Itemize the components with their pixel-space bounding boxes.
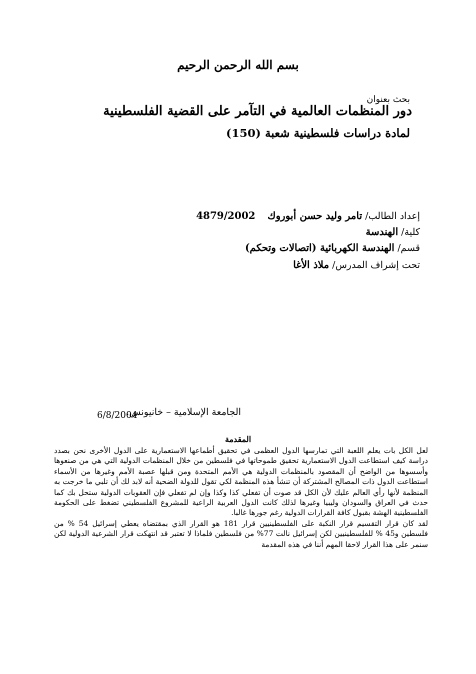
student-name: تامر وليد حسن أبوروك (267, 211, 363, 222)
college-value: الهندسة (365, 227, 399, 238)
document-date: 6/8/2004 (97, 411, 138, 421)
student-label: إعداد الطالب/ (365, 211, 420, 222)
department-value: الهندسة الكهربائية (اتصالات وتحكم) (244, 243, 395, 254)
introduction-paragraph: لقد كان قرار التقسيم قرار النكبة على الفلسطينيين قرار 181 هو القرار الذي بمقتضاه يعطي إسرائيل 54 % من فلسطين و45 % للفلسطينيين لكن إسرائيل نالت 77% من فلسطين فلماذا لا تعتبر قد انتهكت قرار الشرعية الدولية لكن سنمر على هذا القرار لاحقا المهم أننا في هذه المقدمة (54, 518, 429, 549)
supervisor-line (293, 260, 420, 271)
supervisor-value: ملاذ الأغا (293, 260, 330, 271)
supervisor-label: تحت إشراف المدرس/ (332, 260, 420, 271)
introduction-paragraph: لعل الكل بات يعلم اللعبة التي تمارسها الدول العظمى في تحقيق أطماعها الاستعمارية على الدول الأخرى نحن بصدد دراسة كيف استطاعت الدول الاستعمارية تحقيق طموحاتها في فلسطين من خلال المنظمات الدولية التي هي من صنعوها وأسسوها من الواضح أن المقصود بالمنظمات الدولية هي الأمم المتحدة ومن قبلها عصبة الأمم وغيرها من الأسماء استطاعت الدول ذات المصالح المشتركة أن تنشأ هذه المنظمة لكي تقول للدولة الضحية أنه لابد لك أن تلبي ما خرجت به المنظمة لأنها رأي العالم عليك لأن الكل قد صوت أن تفعلي كذا وكذا وإن لم تفعلي فإن العقوبات الدولية ستحل بك كما حدث في العراق والسودان وليبيا وغيرها لذلك كانت الدول العربية الراعية للمشروع الفلسطيني تضغط على الحكومة الفلسطينية الهشة بقبول كافة القرارات الدولية رغم جورها غالبا. (54, 446, 428, 518)
basmala: بسم الله الرحمن الرحيم (177, 58, 299, 72)
page-subtitle: لمادة دراسات فلسطينية شعبة (150) (226, 126, 410, 140)
student-id: 4879/2002 (196, 211, 256, 222)
college-line (366, 227, 420, 238)
introduction-body (54, 446, 428, 550)
introduction-heading: المقدمة (224, 434, 252, 444)
intro-label: بحث بعنوان (366, 95, 410, 105)
department-line (245, 243, 420, 254)
student-line (196, 211, 420, 222)
page-title: دور المنظمات العالمية في التآمر على القضية الفلسطينية (103, 104, 412, 119)
department-label: قسم/ (397, 243, 420, 254)
college-label: كلية/ (401, 227, 420, 238)
university-name: الجامعة الإسلامية – خانيونس. (126, 407, 241, 418)
